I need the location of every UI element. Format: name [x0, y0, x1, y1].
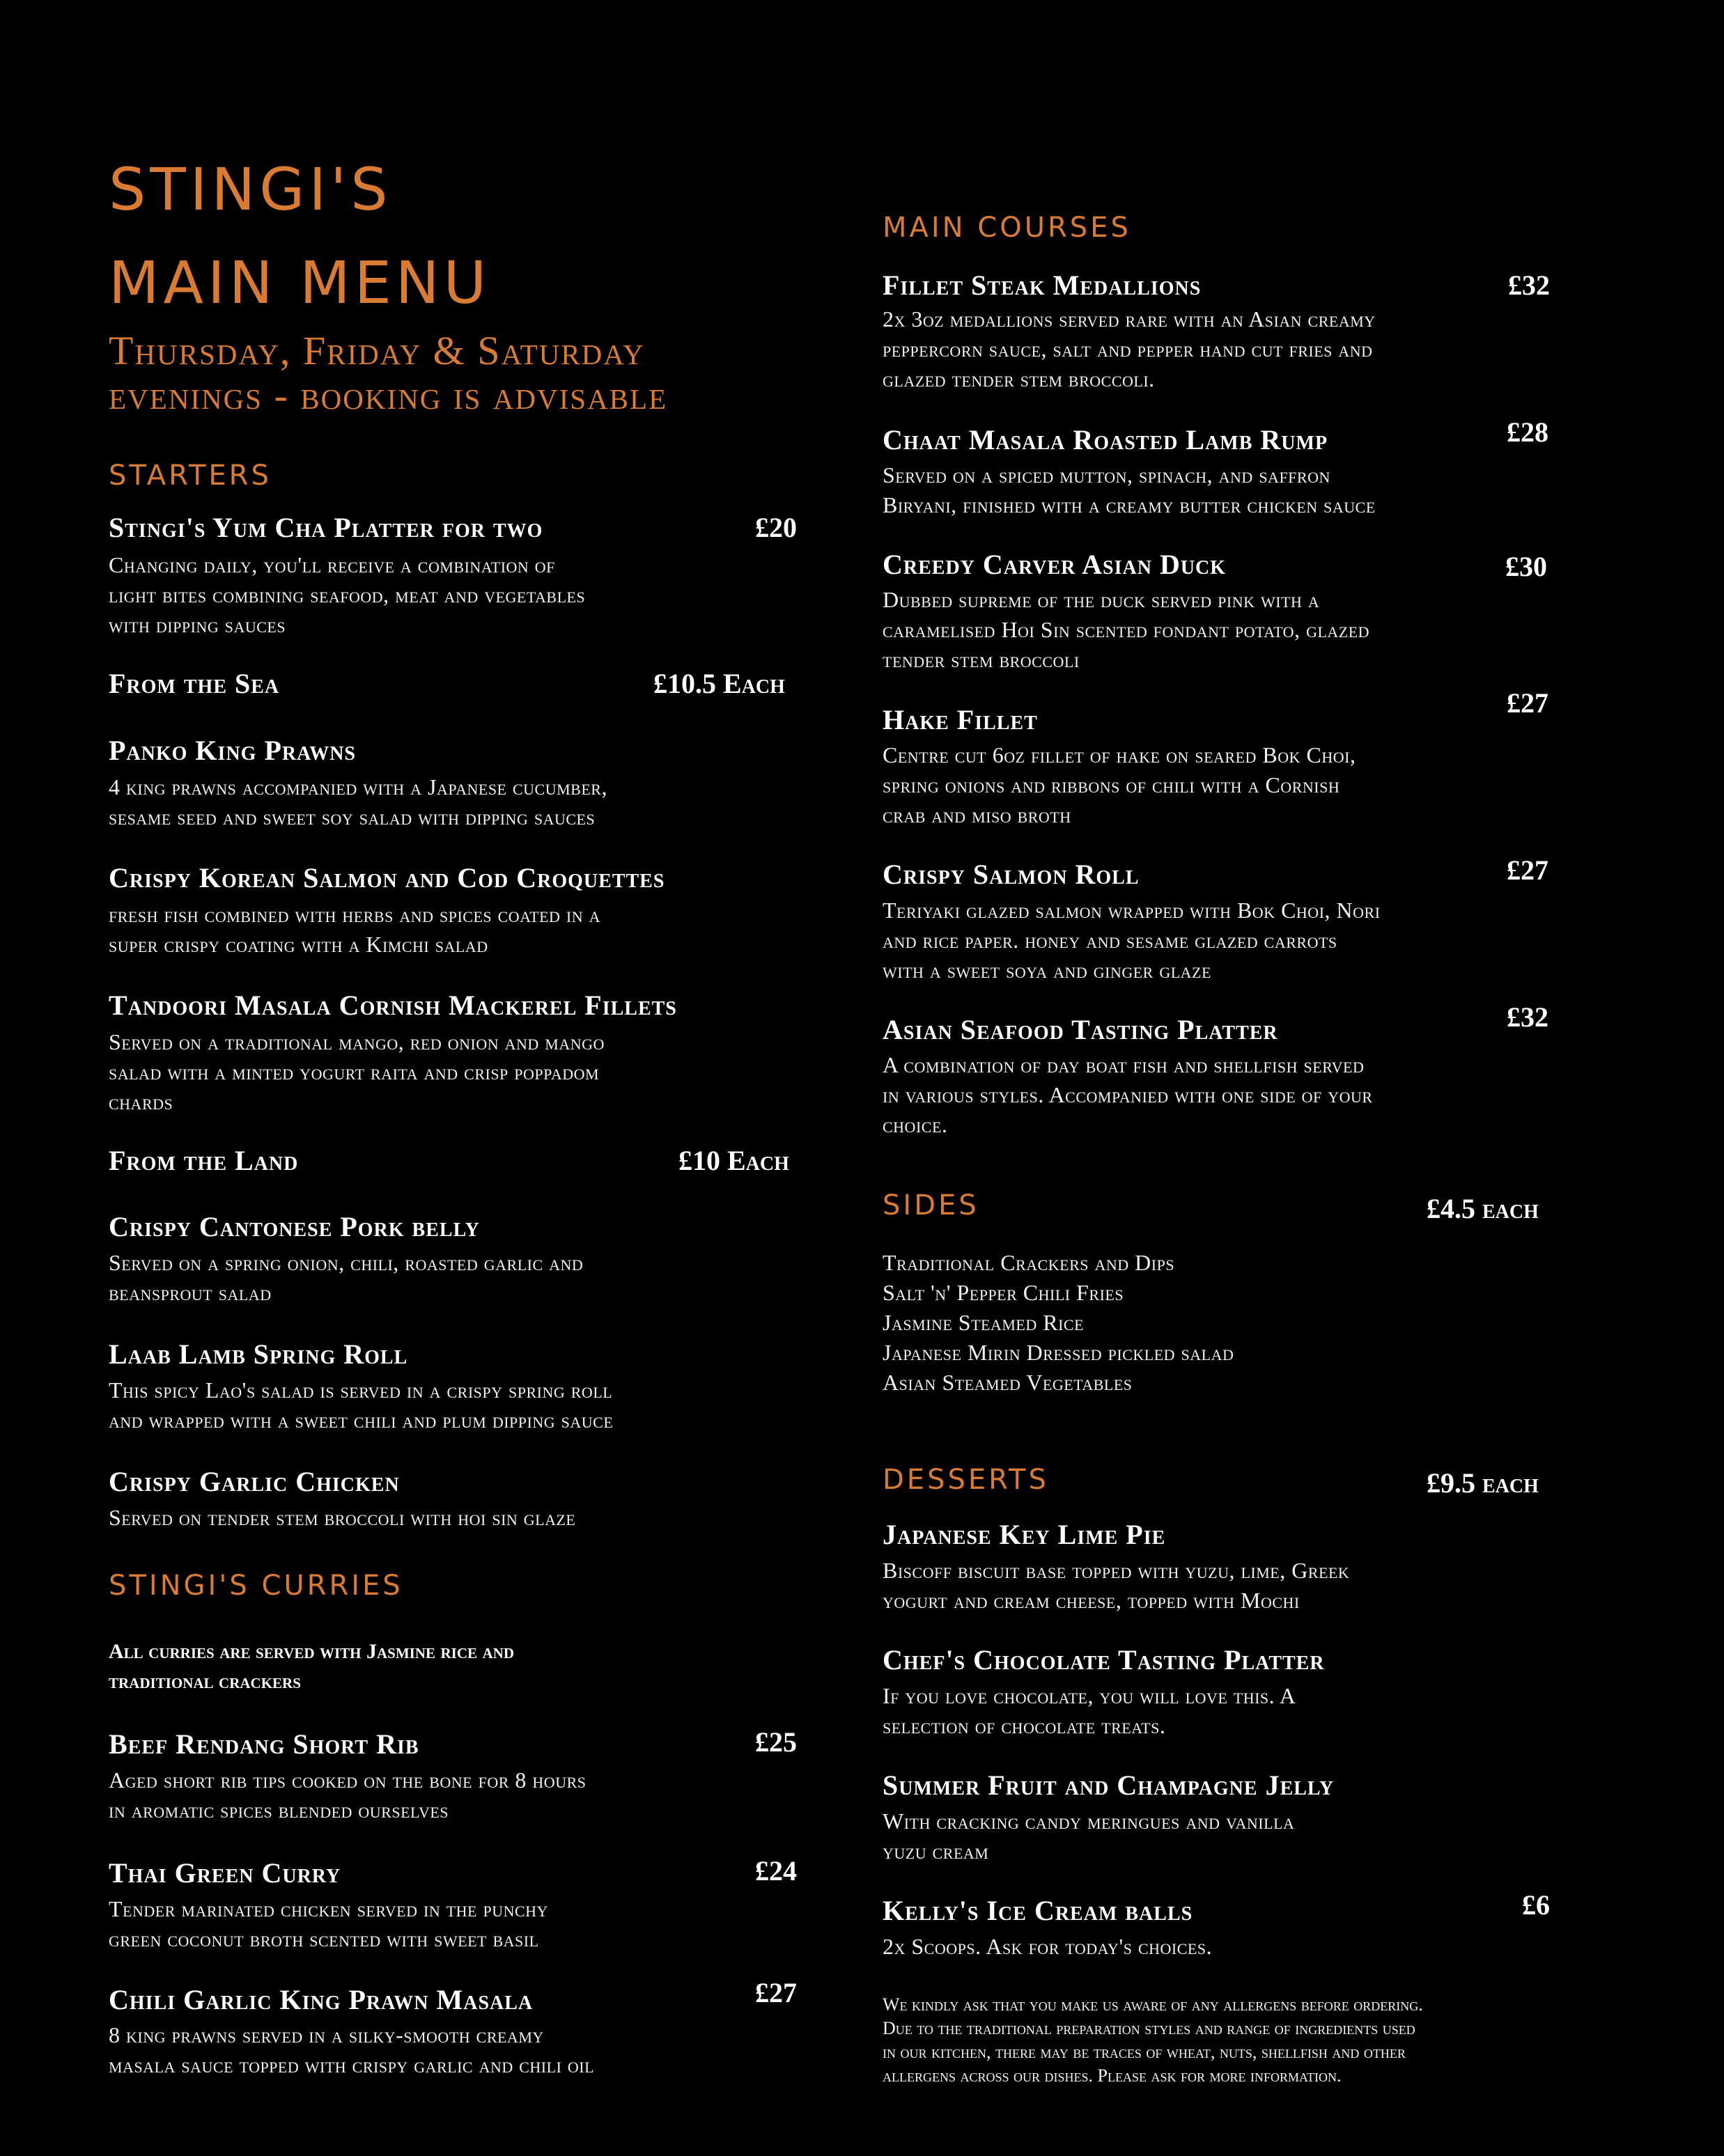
main-name: Fillet Steak Medallions [883, 270, 1202, 301]
main-name: Crispy Salmon Roll [883, 859, 1140, 890]
main-name: Hake Fillet [883, 704, 1038, 735]
starters-heading: STARTERS [109, 460, 272, 492]
sides-price: £4.5 each [1427, 1193, 1539, 1224]
dessert-name: Summer Fruit and Champagne Jelly [883, 1770, 1335, 1801]
land-item-name: Crispy Garlic Chicken [109, 1466, 400, 1497]
sea-item-desc: 4 king prawns accompanied with a Japanese cucumber, sesame seed and sweet soy salad with dipping sauces [109, 774, 607, 829]
sea-item-name: Tandoori Masala Cornish Mackerel Fillets [109, 990, 677, 1021]
from-land-price: £10 Each [678, 1145, 789, 1176]
side-item: Asian Steamed Vegetables [883, 1370, 1133, 1395]
main-desc: Teriyaki glazed salmon wrapped with Bok Choi, Nori and rice paper. honey and sesame glazed carrots with a sweet soya and ginger glaze [883, 898, 1381, 983]
from-sea-price: £10.5 Each [653, 668, 785, 699]
desserts-heading: DESSERTS [883, 1464, 1049, 1496]
curry-name: Thai Green Curry [109, 1857, 341, 1889]
main-price: £30 [1505, 551, 1547, 582]
land-item-name: Crispy Cantonese Pork belly [109, 1211, 480, 1242]
curry-price: £24 [755, 1855, 797, 1886]
mains-heading: MAIN COURSES [883, 212, 1131, 244]
curry-desc: Tender marinated chicken served in the punchy green coconut broth scented with sweet basil [109, 1896, 548, 1951]
main-desc: A combination of day boat fish and shellfish served in various styles. Accompanied with one side of your choice. [883, 1052, 1373, 1137]
subtitle-line2: evenings - booking is advisable [109, 373, 668, 418]
platter-price: £20 [755, 512, 797, 543]
menu-title-line1: STINGI'S [109, 155, 392, 224]
allergen-notice: We kindly ask that you make us aware of any allergens before ordering. Due to the traditional preparation styles and range of ingredients used in our kitchen, there may be traces of wheat, nuts, shellfish and other allergens across our dishes. Please ask for more information. [883, 1994, 1423, 2086]
curry-name: Beef Rendang Short Rib [109, 1728, 419, 1760]
curry-desc: Aged short rib tips cooked on the bone for 8 hours in aromatic spices blended ourselves [109, 1767, 587, 1822]
curries-note: All curries are served with Jasmine rice and traditional crackers [109, 1640, 515, 1693]
side-item: Japanese Mirin Dressed pickled salad [883, 1340, 1234, 1365]
dessert-name: Kelly's Ice Cream balls [883, 1895, 1193, 1926]
main-name: Asian Seafood Tasting Platter [883, 1014, 1278, 1045]
from-land-label: From the Land [109, 1145, 299, 1176]
platter-desc: Changing daily, you'll receive a combination of light bites combining seafood, meat and vegetables with dipping sauces [109, 552, 586, 637]
dessert-price: £6 [1522, 1889, 1550, 1921]
dessert-name: Chef's Chocolate Tasting Platter [883, 1644, 1325, 1675]
sea-item-name: Crispy Korean Salmon and Cod Croquettes [109, 862, 665, 893]
main-name: Chaat Masala Roasted Lamb Rump [883, 424, 1328, 455]
subtitle-line1: Thursday, Friday & Saturday [109, 328, 645, 373]
curry-desc: 8 king prawns served in a silky-smooth creamy masala sauce topped with crispy garlic and chili oil [109, 2022, 595, 2077]
main-desc: Centre cut 6oz fillet of hake on seared Bok Choi, spring onions and ribbons of chili with a Cornish crab and miso broth [883, 742, 1356, 827]
main-desc: Dubbed supreme of the duck served pink with a caramelised Hoi Sin scented fondant potato, glazed tender stem broccoli [883, 587, 1370, 672]
side-item: Traditional Crackers and Dips [883, 1250, 1175, 1275]
main-price: £27 [1507, 687, 1548, 719]
sea-item-desc: fresh fish combined with herbs and spices coated in a super crispy coating with a Kimchi salad [109, 902, 601, 957]
side-item: Jasmine Steamed Rice [883, 1310, 1085, 1335]
main-price: £32 [1507, 1001, 1548, 1033]
side-item: Salt 'n' Pepper Chili Fries [883, 1280, 1124, 1305]
dessert-desc: With cracking candy meringues and vanilla yuzu cream [883, 1809, 1295, 1864]
sea-item-name: Panko King Prawns [109, 735, 357, 766]
main-price: £32 [1508, 270, 1550, 301]
land-item-desc: Served on tender stem broccoli with hoi sin glaze [109, 1505, 576, 1530]
main-desc: Served on a spiced mutton, spinach, and saffron Biryani, finished with a creamy butter chicken sauce [883, 462, 1376, 517]
from-sea-label: From the Sea [109, 668, 280, 699]
dessert-name: Japanese Key Lime Pie [883, 1519, 1166, 1550]
land-item-desc: Served on a spring onion, chili, roasted garlic and beansprout salad [109, 1250, 584, 1305]
curries-heading: STINGI'S CURRIES [109, 1570, 403, 1602]
curry-price: £25 [755, 1726, 797, 1758]
main-desc: 2x 3oz medallions served rare with an Asian creamy peppercorn sauce, salt and pepper hand cut fries and glazed tender stem broccoli. [883, 306, 1376, 391]
platter-name: Stingi's Yum Cha Platter for two [109, 512, 543, 543]
dessert-desc: 2x Scoops. Ask for today's choices. [883, 1934, 1213, 1959]
dessert-desc: Biscoff biscuit base topped with yuzu, lime, Greek yogurt and cream cheese, topped with Mochi [883, 1558, 1350, 1613]
land-item-name: Laab Lamb Spring Roll [109, 1338, 408, 1370]
main-price: £27 [1507, 854, 1548, 886]
sea-item-desc: Served on a traditional mango, red onion and mango salad with a minted yogurt raita and crisp poppadom chards [109, 1029, 605, 1114]
curry-name: Chili Garlic King Prawn Masala [109, 1984, 534, 2015]
main-name: Creedy Carver Asian Duck [883, 549, 1227, 580]
desserts-price: £9.5 each [1427, 1467, 1539, 1499]
curry-price: £27 [755, 1977, 797, 2008]
dessert-desc: If you love chocolate, you will love this. A selection of chocolate treats. [883, 1683, 1296, 1738]
sides-list [883, 1248, 1234, 1398]
menu-title-line2: MAIN MENU [109, 249, 491, 317]
land-item-desc: This spicy Lao's salad is served in a crispy spring roll and wrapped with a sweet chili and plum dipping sauce [109, 1377, 614, 1432]
main-price: £28 [1507, 416, 1548, 448]
sides-heading: SIDES [883, 1189, 979, 1221]
